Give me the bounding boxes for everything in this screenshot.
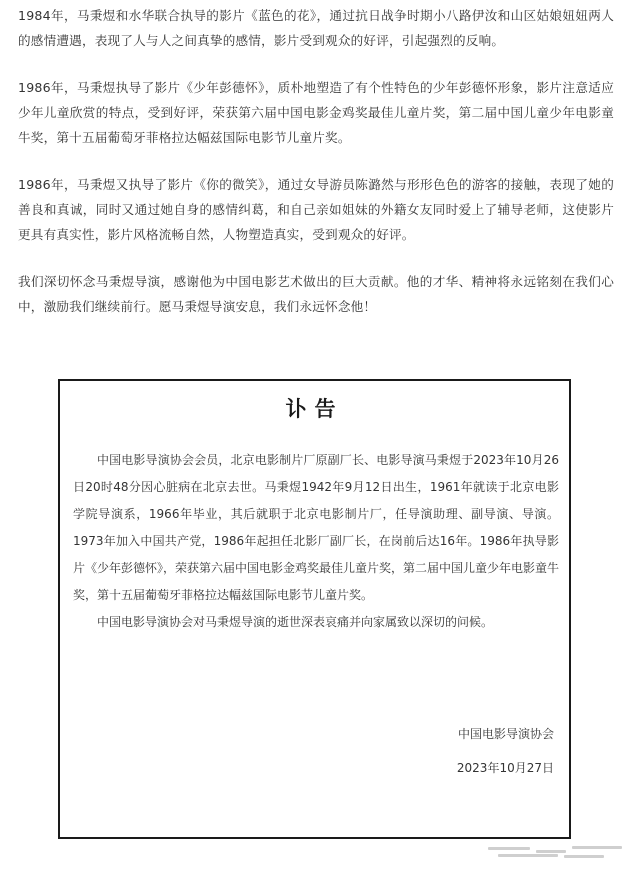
article-paragraph-1: 1984年，马秉煜和水华联合执导的影片《蓝色的花》，通过抗日战争时期小八路伊汝和山区姑娘妞妞两人的感情遭遇，表现了人与人之间真挚的感情，影片受到观众的好评，引起强烈的反响。 xyxy=(18,8,614,48)
article-paragraph-4: 我们深切怀念马秉煜导演，感谢他为中国电影艺术做出的巨大贡献。他的才华、精神将永远铭刻在我们心中，激励我们继续前行。愿马秉煜导演安息，我们永远怀念他！ xyxy=(18,274,614,314)
article-paragraph-2: 1986年，马秉煜执导了影片《少年彭德怀》，质朴地塑造了有个性特色的少年彭德怀形象，影片注意适应少年儿童欣赏的特点，受到好评，荣获第六届中国电影金鸡奖最佳儿童片奖，第二届中国儿童少年电影童牛奖，第十五届葡萄牙菲格拉达幅兹国际电影节儿童片奖。 xyxy=(18,80,614,145)
notice-body xyxy=(73,447,559,636)
article-body xyxy=(18,3,614,341)
notice-signature: 中国电影导演协会 xyxy=(457,727,554,741)
article-paragraph-3: 1986年，马秉煜又执导了影片《你的微笑》，通过女导游员陈潞然与形形色色的游客的接触，表现了她的善良和真诚，同时又通过她自身的感情纠葛，和自己亲如姐妹的外籍女友同时爱上了辅导老师，这使影片更具有真实性，影片风格流畅自然，人物塑造真实，受到观众的好评。 xyxy=(18,177,614,242)
notice-signature-block xyxy=(457,717,554,785)
notice-date: 2023年10月27日 xyxy=(456,761,554,775)
notice-title: 讣告 xyxy=(285,397,344,421)
obituary-notice xyxy=(58,379,571,839)
notice-paragraph-2: 中国电影导演协会对马秉煜导演的逝世深表哀痛并向家属致以深切的问候。 xyxy=(97,615,494,629)
watermark-icon xyxy=(488,841,624,863)
notice-paragraph-1: 中国电影导演协会会员，北京电影制片厂原副厂长、电影导演马秉煜于2023年10月26日20时48分因心脏病在北京去世。马秉煜1942年9月12日出生，1961年就读于北京电影学院导演系，1966年毕业，其后就职于北京电影制片厂，任导演助理、副导演、导演。1973年加入中国共产党，1986年起担任北影厂副厂长，在岗前后达16年。1986年执导影片《少年彭德怀》，荣获第六届中国电影金鸡奖最佳儿童片奖，第二届中国儿童少年电影童牛奖，第十五届葡萄牙菲格拉达幅兹国际电影节儿童片奖。 xyxy=(73,453,560,602)
